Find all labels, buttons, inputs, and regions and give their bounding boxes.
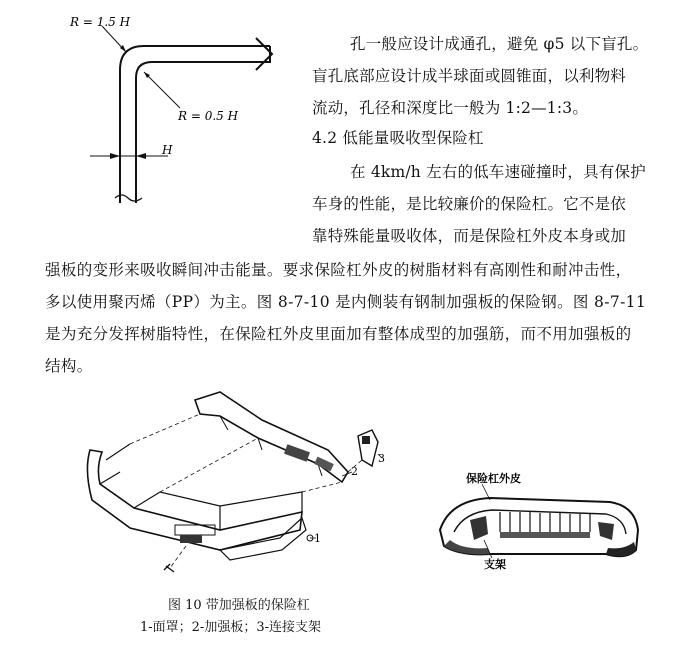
leader-inner-radius [144, 72, 180, 108]
para-line-3: 是为充分发挥树脂特性，在保险杠外皮里面加有整体成型的加强筋，而不用加强板的 [45, 325, 632, 343]
label-r-inner: R = 0.5 H [178, 109, 239, 123]
profile-outer-edge [120, 46, 270, 203]
callout-3: 3 [378, 452, 385, 465]
label-bracket: 支架 [484, 558, 506, 570]
para-line-4: 结构。 [45, 357, 93, 375]
fig10-subcaption: 1-面罩；2-加强板；3-连接支架 [140, 620, 321, 635]
text-line-3: 流动，孔径和深度比一般为 1:2—1:3。 [312, 99, 589, 117]
para-line-2: 多以使用聚丙烯（PP）为主。图 8-7-10 是内侧装有钢制加强板的保险钢。图 8-7-11 [45, 293, 647, 311]
profile-end-arrow [256, 38, 272, 70]
para-line-1: 强板的变形来吸收瞬间冲击能量。要求保险杠外皮的树脂材料有高刚性和耐冲击性， [45, 261, 632, 279]
label-r-outer: R = 1.5 H [70, 15, 131, 29]
label-h: H [162, 143, 173, 157]
bumper-section-figure [430, 470, 650, 570]
text-line-7: 靠特殊能量吸收体，而是保险杠外皮本身或加 [312, 227, 627, 245]
section-heading: 4.2 低能量吸收型保险杠 [312, 129, 484, 147]
text-line-5: 在 4km/h 左右的低车速碰撞时，具有保护 [350, 163, 646, 181]
fig10-caption: 图 10 带加强板的保险杠 [168, 598, 310, 613]
callout-1: 1 [314, 532, 321, 545]
text-line-2: 盲孔底部应设计成半球面或圆锥面，以利物料 [312, 67, 627, 85]
text-line-1: 孔一般应设计成通孔，避免 φ5 以下盲孔。 [350, 35, 649, 53]
callout-2: 2 [351, 465, 358, 478]
label-skin: 保险杠外皮 [466, 472, 521, 485]
bend-radius-diagram [60, 8, 290, 203]
bumper-exploded-figure [70, 380, 400, 580]
text-line-6: 车身的性能，是比较廉价的保险杠。它不是依 [312, 195, 627, 213]
